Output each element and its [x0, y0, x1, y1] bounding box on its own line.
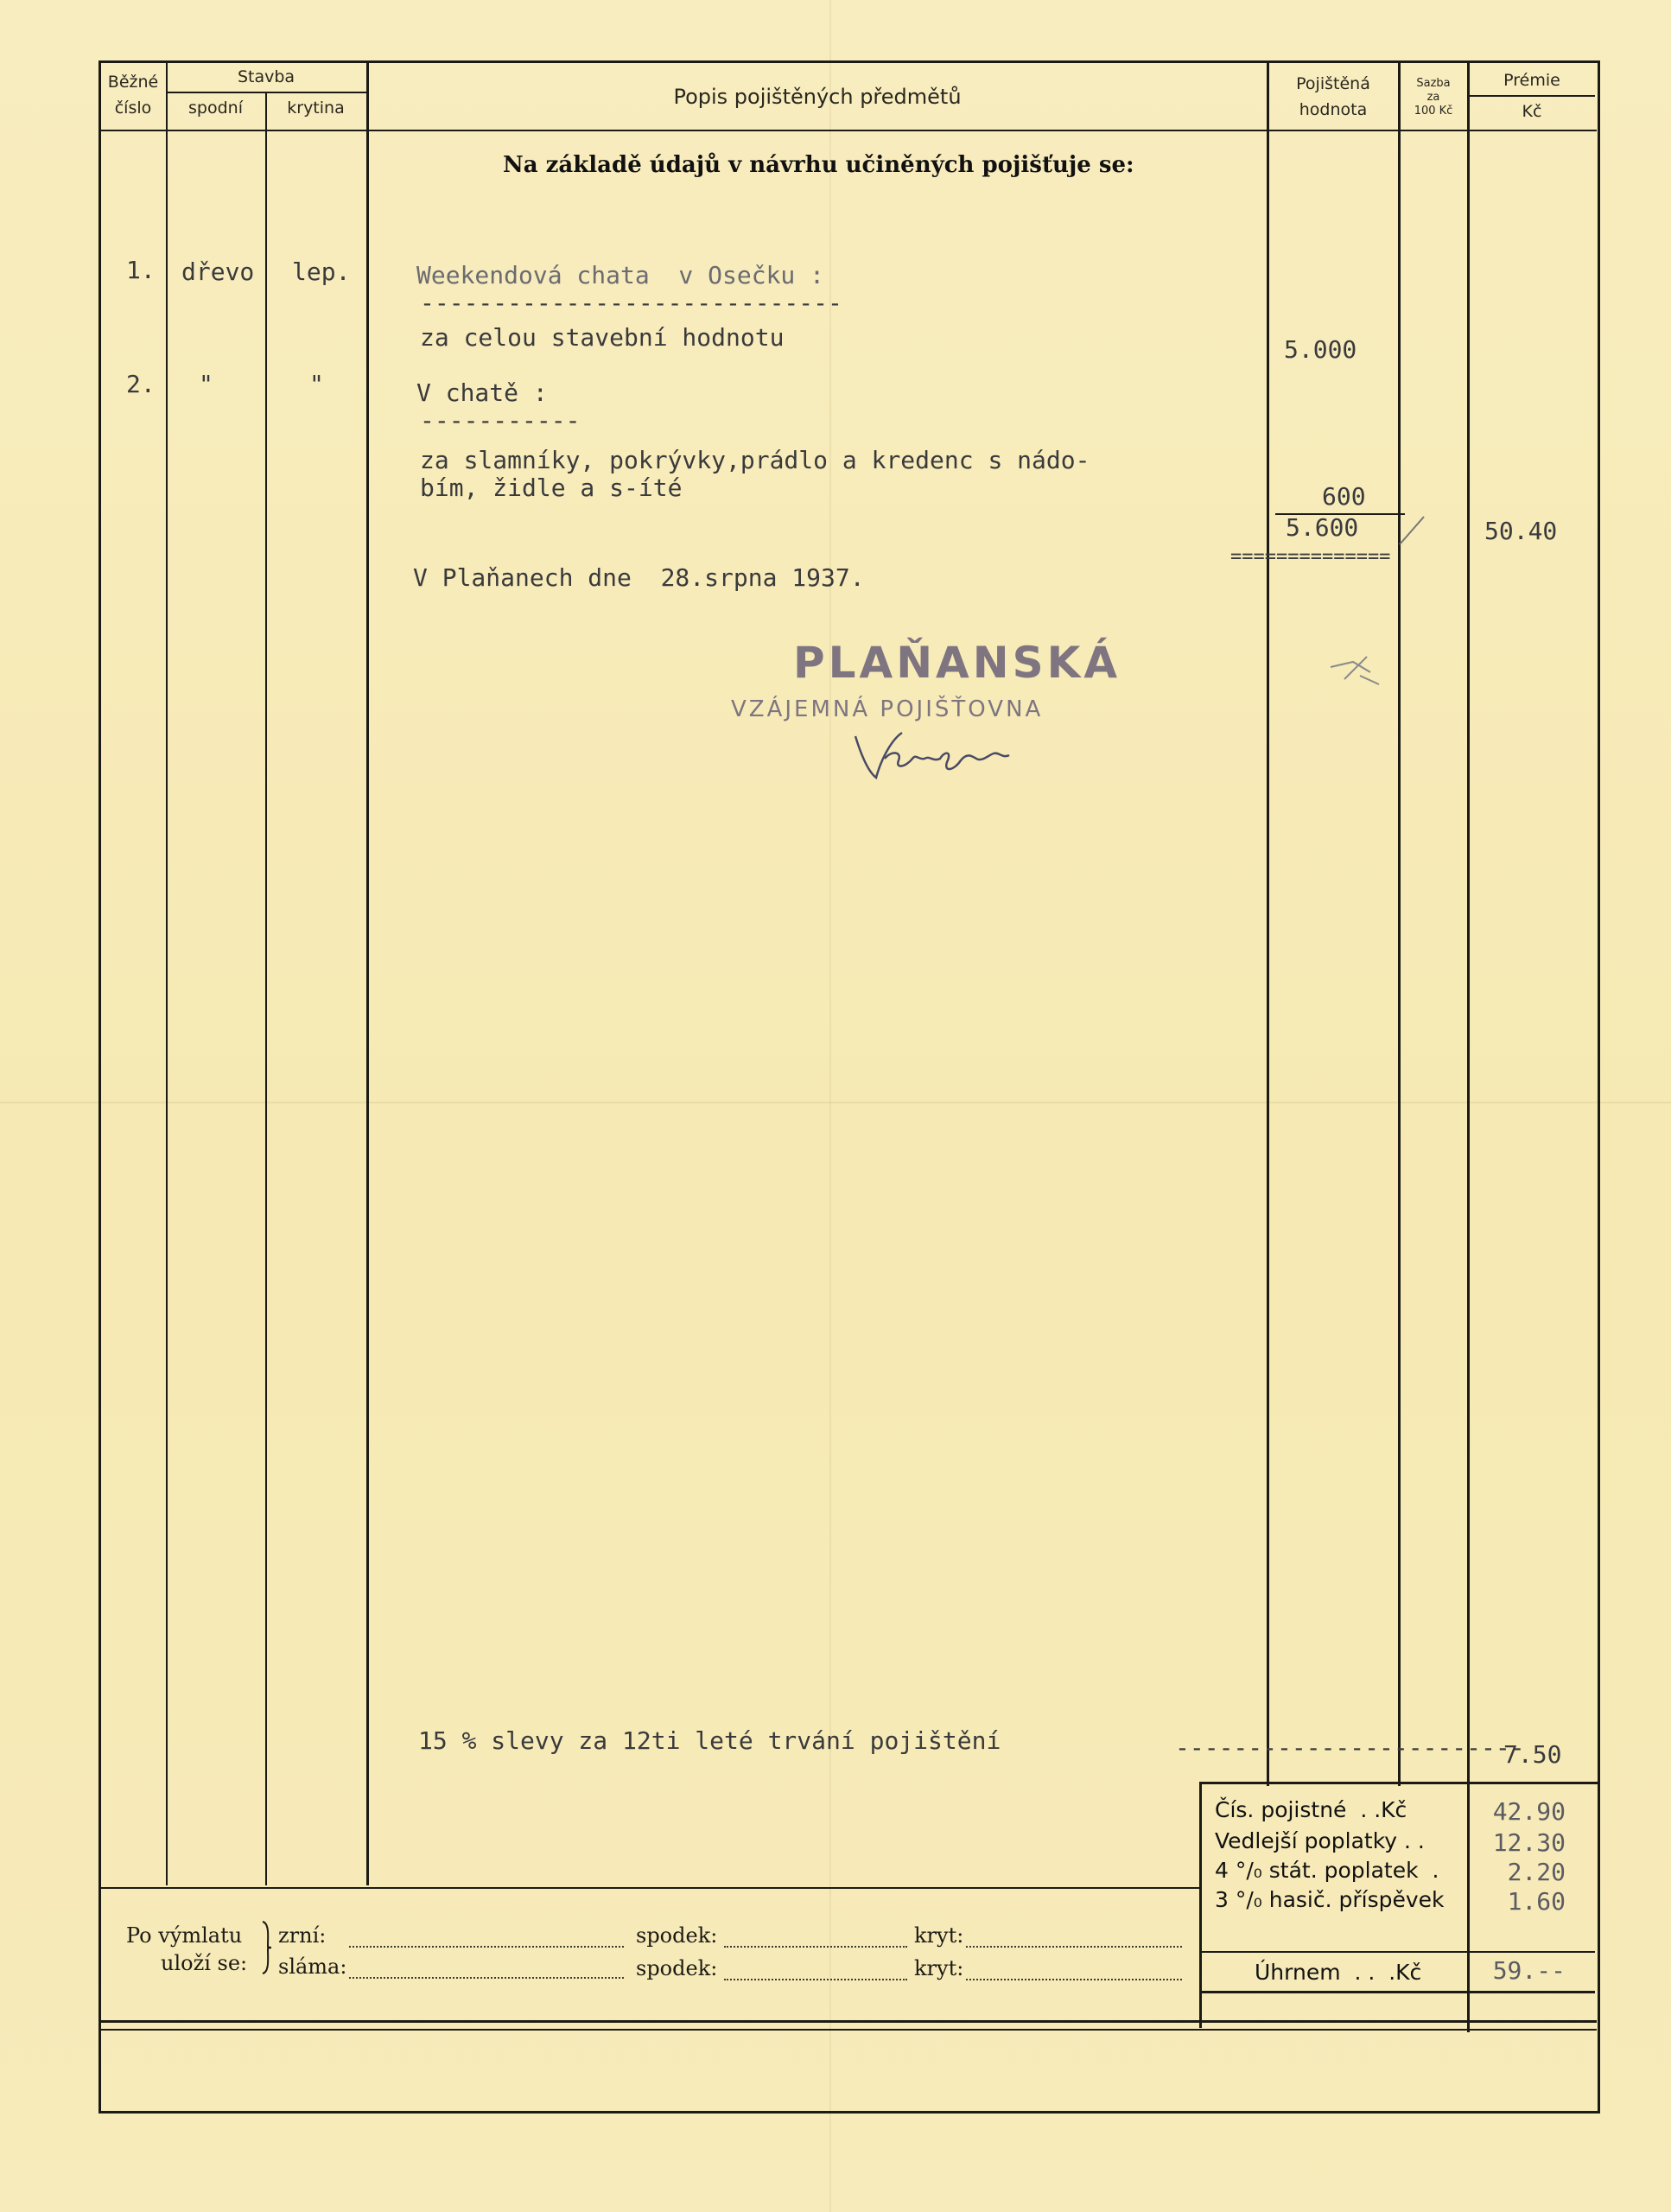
summary-label-2: Vedlejší poplatky . .	[1215, 1828, 1425, 1853]
stamp-line-2: VZÁJEMNÁ POJIŠŤOVNA	[731, 696, 1044, 722]
col-rule-number	[166, 62, 168, 1885]
row-1-number: 1.	[126, 256, 156, 284]
double-rule: ==============	[1230, 546, 1391, 568]
discount-text: 15 % slevy za 12ti leté trvání pojištění	[418, 1726, 1001, 1755]
summary-value-2: 12.30	[1492, 1828, 1566, 1857]
footer-bottom-rule	[100, 2020, 1597, 2023]
footer-bottom-rule-2	[100, 2029, 1597, 2031]
header-premium-line2: Kč	[1522, 102, 1542, 121]
intro-heading: Na základě údajů v návrhu učiněných pojišťuje se:	[503, 152, 1134, 178]
footer-kryt-field-1[interactable]	[966, 1946, 1182, 1948]
contents-line-1: za slamníky, pokrývky,prádlo a kredenc s nádo-	[420, 446, 1090, 474]
discount-value: 7.50	[1503, 1740, 1562, 1769]
header-description: Popis pojištěných předmětů	[673, 85, 962, 109]
summary-label-3: 4 °/₀ stát. poplatek .	[1215, 1858, 1439, 1883]
premium-value: 50.40	[1484, 517, 1558, 545]
row-2-text: V chatě :	[416, 378, 548, 407]
building-value: 5.000	[1284, 335, 1357, 364]
header-number-line1: Běžné	[107, 73, 159, 92]
summary-value-4: 1.60	[1507, 1887, 1566, 1916]
footer-spodek-field-1[interactable]	[724, 1946, 907, 1948]
footer-kryt-label-1: kryt:	[914, 1923, 964, 1948]
summary-label-4: 3 °/₀ hasič. příspěvek	[1215, 1887, 1445, 1912]
header-bottom-rule	[100, 130, 1597, 131]
row-2-krytina: "	[309, 370, 324, 398]
footer-brace	[259, 1920, 273, 1975]
header-rate-line2: za	[1426, 91, 1440, 104]
place-date: V Plaňanech dne 28.srpna 1937.	[413, 563, 865, 592]
col-rule-spodni	[265, 92, 267, 1885]
header-rate-line3: 100 Kč	[1414, 105, 1453, 118]
header-krytina: krytina	[287, 99, 345, 118]
building-line: za celou stavební hodnotu	[420, 323, 785, 352]
contents-value: 600	[1322, 482, 1366, 511]
footer-top-rule	[100, 1887, 1199, 1889]
col-rule-description	[1267, 62, 1269, 1786]
summary-label-1: Čís. pojistné . .Kč	[1215, 1797, 1407, 1822]
pencil-mark	[1327, 650, 1388, 693]
row-1-text: Weekendová chata v Osečku :	[416, 261, 825, 289]
footer-kryt-label-2: kryt:	[914, 1956, 964, 1980]
row-2-underline: -----------	[420, 406, 581, 435]
check-mark	[1398, 513, 1433, 548]
col-rule-value	[1398, 62, 1401, 1786]
col-rule-krytina	[366, 62, 369, 1885]
header-premium-line1: Prémie	[1503, 71, 1560, 90]
row-1-krytina: lep.	[292, 257, 351, 286]
header-value-line1: Pojištěná	[1296, 74, 1370, 93]
summary-total-bottom	[1199, 1991, 1595, 1993]
signature	[850, 724, 1014, 785]
contents-line-2: bím, židle a s-íté	[420, 474, 683, 502]
footer-kryt-field-2[interactable]	[966, 1979, 1182, 1980]
row-2-spodni: "	[199, 370, 213, 398]
summary-value-3: 2.20	[1507, 1858, 1566, 1886]
stamp-line-1: PLAŇANSKÁ	[793, 638, 1121, 688]
footer-zrni-label: zrní:	[278, 1923, 327, 1948]
footer-zrni-field[interactable]	[349, 1946, 624, 1948]
footer-po-vymlatu: Po výmlatu	[126, 1923, 243, 1948]
footer-slama-label: sláma:	[278, 1955, 347, 1979]
header-number-line2: číslo	[114, 99, 152, 118]
summary-total-rule	[1199, 1951, 1595, 1953]
discount-dashes: ------------------------	[1175, 1733, 1525, 1762]
total-value: 5.600	[1286, 513, 1359, 542]
premium-sub-rule	[1469, 95, 1595, 97]
total-label: Úhrnem . . .Kč	[1255, 1960, 1422, 1985]
total-amount: 59.--	[1492, 1956, 1566, 1985]
footer-spodek-label-2: spodek:	[636, 1956, 718, 1980]
header-rate-line1: Sazba	[1416, 77, 1451, 90]
row-1-spodni: dřevo	[181, 257, 255, 286]
footer-spodek-field-2[interactable]	[724, 1979, 907, 1980]
row-1-underline: -----------------------------	[420, 289, 842, 317]
header-value-line2: hodnota	[1299, 100, 1368, 119]
footer-ulozi-se: uloží se:	[161, 1951, 248, 1975]
row-2-number: 2.	[126, 370, 156, 398]
footer-slama-field[interactable]	[349, 1977, 624, 1979]
summary-value-1: 42.90	[1492, 1797, 1566, 1826]
header-spodni: spodní	[188, 99, 243, 118]
footer-spodek-label-1: spodek:	[636, 1923, 718, 1948]
header-stavba: Stavba	[237, 67, 295, 86]
